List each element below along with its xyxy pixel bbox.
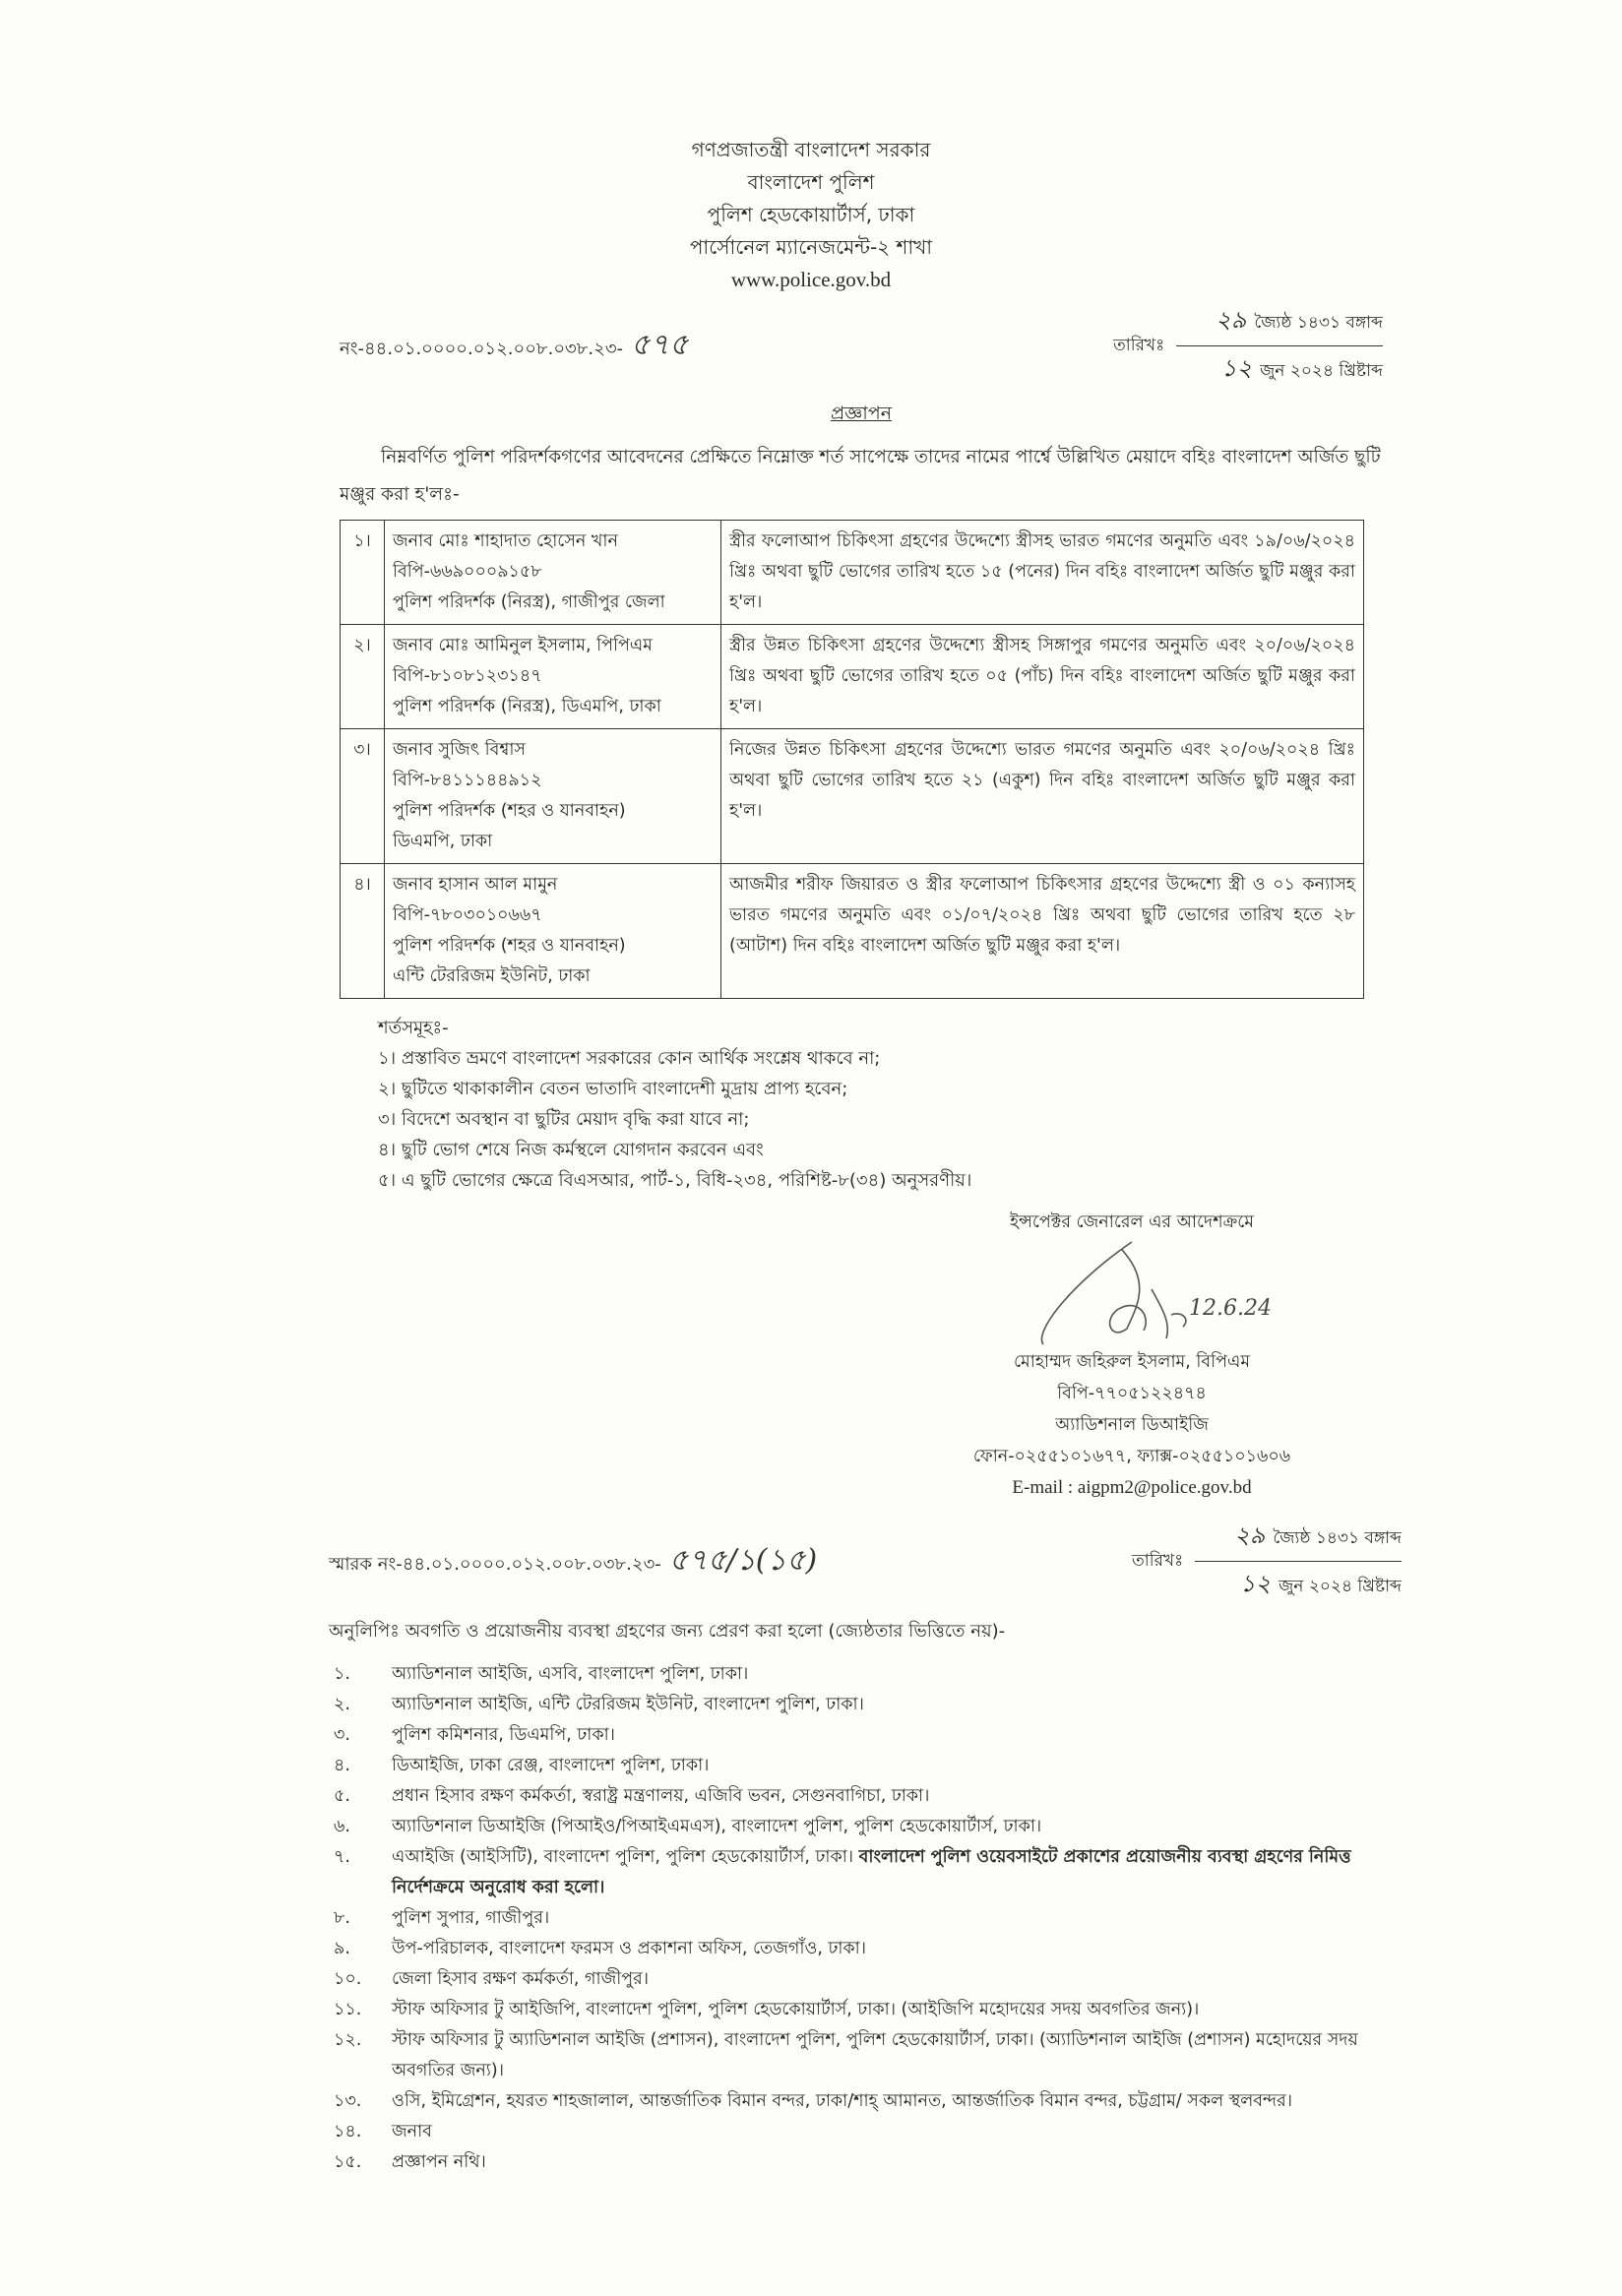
list-item bbox=[334, 2086, 1377, 2117]
copy-intro: অনুলিপিঃ অবগতি ও প্রয়োজনীয় ব্যবস্থা গ্রহণের জন্য প্রেরণ করা হলো (জ্যেষ্ঠতার ভিত্তিতে নয়)- bbox=[329, 1621, 1006, 1642]
row-post: পুলিশ পরিদর্শক (শহর ও যানবাহন) bbox=[393, 936, 626, 956]
signature-date: 12.6.24 bbox=[1189, 1296, 1272, 1321]
list-number: ১০. bbox=[334, 1969, 362, 1989]
list-number: ১১. bbox=[334, 2000, 362, 2019]
memo2-number-text: স্মারক নং-৪৪.০১.০০০০.০১২.০০৮.০৩৮.২৩- bbox=[329, 1554, 661, 1575]
list-text: উপ-পরিচালক, বাংলাদেশ ফরমস ও প্রকাশনা অফিস, তেজগাঁও, ঢাকা। bbox=[392, 1939, 867, 1958]
list-text: প্রধান হিসাব রক্ষণ কর্মকর্তা, স্বরাষ্ট্র মন্ত্রণালয়, এজিবি ভবন, সেগুনবাগিচা, ঢাকা। bbox=[392, 1786, 930, 1806]
date-block-2 bbox=[1132, 1518, 1402, 1605]
list-text: ডিআইজি, ঢাকা রেঞ্জ, বাংলাদেশ পুলিশ, ঢাকা। bbox=[392, 1756, 710, 1775]
conditions bbox=[378, 1013, 1383, 1196]
list-item bbox=[334, 1751, 1377, 1781]
table-row bbox=[341, 729, 1364, 864]
bangla-day: ২৯ bbox=[1234, 1521, 1266, 1549]
list-item bbox=[334, 1842, 1377, 1903]
row-name: জনাব হাসান আল মামুন bbox=[393, 875, 558, 895]
signature-icon bbox=[925, 1238, 1339, 1346]
row-name: জনাব মোঃ আমিনুল ইসলাম, পিপিএম bbox=[393, 636, 653, 655]
row-number: ৪। bbox=[341, 864, 385, 999]
condition-item: ১। প্রস্তাবিত ভ্রমণে বাংলাদেশ সরকারের কোন আর্থিক সংশ্লেষ থাকবে না; bbox=[378, 1048, 881, 1069]
list-text: পুলিশ সুপার, গাজীপুর। bbox=[392, 1908, 550, 1928]
list-number: ২. bbox=[334, 1695, 350, 1714]
list-number: ৪. bbox=[334, 1756, 350, 1775]
list-text: পুলিশ কমিশনার, ডিএমপি, ঢাকা। bbox=[392, 1725, 615, 1745]
list-item bbox=[334, 1812, 1377, 1842]
list-item bbox=[334, 1659, 1377, 1690]
date-label: তারিখঃ bbox=[1132, 1550, 1184, 1571]
officer-cell bbox=[385, 864, 721, 999]
table-row bbox=[341, 521, 1364, 625]
signer-name: মোহাম্মদ জহিরুল ইসলাম, বিপিএম bbox=[1013, 1352, 1251, 1372]
signer-email: E-mail : aigpm2@police.gov.bd bbox=[1012, 1477, 1252, 1498]
header-line: গণপ্রজাতন্ত্রী বাংলাদেশ সরকার bbox=[691, 138, 931, 161]
list-number: ৬. bbox=[334, 1817, 350, 1836]
letterhead bbox=[0, 134, 1622, 296]
memo-row bbox=[340, 302, 1383, 390]
list-item bbox=[334, 1690, 1377, 1720]
date-label: তারিখঃ bbox=[1113, 335, 1165, 355]
list-text: স্টাফ অফিসার টু আইজিপি, বাংলাদেশ পুলিশ, পুলিশ হেডকোয়ার্টার্স, ঢাকা। (আইজিপি মহোদয়ের সদয় অবগতির জন্য)। bbox=[392, 2000, 1200, 2019]
table-row bbox=[341, 864, 1364, 999]
row-number: ১। bbox=[341, 521, 385, 625]
row-number: ২। bbox=[341, 625, 385, 729]
row-bp: বিপি-৮৪১১১৪৪৯১২ bbox=[393, 771, 542, 790]
list-text: জনাব bbox=[392, 2122, 432, 2141]
list-number: ১২. bbox=[334, 2030, 362, 2050]
list-text: অ্যাডিশনাল ডিআইজি (পিআইও/পিআইএমএস), বাংলাদেশ পুলিশ, পুলিশ হেডকোয়ার্টার্স, ঢাকা। bbox=[392, 1817, 1042, 1836]
bangla-date: জ্যৈষ্ঠ ১৪৩১ বঙ্গাব্দ bbox=[1254, 313, 1383, 333]
date-block bbox=[1113, 302, 1383, 390]
memo-handwritten-number: ৫৭৫ bbox=[631, 328, 689, 362]
list-item bbox=[334, 1903, 1377, 1934]
signer-designation: অ্যাডিশনাল ডিআইজি bbox=[1055, 1415, 1209, 1435]
row-extra: এন্টি টেররিজম ইউনিট, ঢাকা bbox=[393, 966, 591, 986]
row-name: জনাব মোঃ শাহাদাত হোসেন খান bbox=[393, 531, 618, 551]
memo-number bbox=[340, 321, 689, 371]
list-text: অ্যাডিশনাল আইজি, এন্টি টেররিজম ইউনিট, বাংলাদেশ পুলিশ, ঢাকা। bbox=[392, 1695, 864, 1714]
officer-cell bbox=[385, 521, 721, 625]
distribution-list bbox=[334, 1659, 1377, 2178]
greg-day: ১২ bbox=[1220, 354, 1253, 382]
list-number: ৮. bbox=[334, 1908, 350, 1928]
main-column bbox=[340, 302, 1383, 1504]
list-item bbox=[334, 1781, 1377, 1812]
list-number: ৩. bbox=[334, 1725, 350, 1745]
header-line: পুলিশ হেডকোয়ার্টার্স, ঢাকা bbox=[707, 203, 915, 226]
list-number: ১৫. bbox=[334, 2152, 362, 2172]
memo2-row bbox=[329, 1518, 1402, 1605]
copy-section bbox=[329, 1518, 1402, 2178]
bangla-date: জ্যৈষ্ঠ ১৪৩১ বঙ্গাব্দ bbox=[1273, 1528, 1402, 1548]
header-line: বাংলাদেশ পুলিশ bbox=[747, 170, 875, 194]
memo2-number bbox=[329, 1536, 817, 1586]
title-text: প্রজ্ঞাপন bbox=[830, 403, 893, 424]
list-number: ১. bbox=[334, 1664, 350, 1684]
row-description: স্ত্রীর ফলোআপ চিকিৎসা গ্রহণের উদ্দেশ্যে স্ত্রীসহ ভারত গমণের অনুমতি এবং ১৯/০৬/২০২৪ খ্রিঃ অথবা ছুটি ভোগের তারিখ হতে ১৫ (পনের) দিন বহিঃ বাংলাদেশ অর্জিত ছুটি মঞ্জুর করা হ'ল। bbox=[721, 521, 1364, 625]
list-item bbox=[334, 2147, 1377, 2178]
row-post: পুলিশ পরিদর্শক (শহর ও যানবাহন) bbox=[393, 801, 626, 821]
row-description: স্ত্রীর উন্নত চিকিৎসা গ্রহণের উদ্দেশ্যে স্ত্রীসহ সিঙ্গাপুর গমণের অনুমতি এবং ২০/০৬/২০২৪ খ্রিঃ অথবা ছুটি ভোগের তারিখ হতে ০৫ (পাঁচ) দিন বহিঃ বাংলাদেশ অর্জিত ছুটি মঞ্জুর করা হ'ল। bbox=[721, 625, 1364, 729]
list-text: স্টাফ অফিসার টু অ্যাডিশনাল আইজি (প্রশাসন), বাংলাদেশ পুলিশ, পুলিশ হেডকোয়ার্টার্স, ঢাকা। (অ্যাডিশনাল আইজি (প্রশাসন) মহোদয়ের সদয় অবগতির জন্য)। bbox=[392, 2030, 1358, 2080]
leave-table bbox=[340, 520, 1364, 999]
list-text: ওসি, ইমিগ্রেশন, হযরত শাহজালাল, আন্তর্জাতিক বিমান বন্দর, ঢাকা/শাহ্ আমানত, আন্তর্জাতিক বিমান বন্দর, চট্টগ্রাম/ সকল স্থলবন্দর। bbox=[392, 2091, 1292, 2111]
condition-item: ২। ছুটিতে থাকাকালীন বেতন ভাতাদি বাংলাদেশী মুদ্রায় প্রাপ্য হবেন; bbox=[378, 1079, 848, 1099]
condition-item: ৩। বিদেশে অবস্থান বা ছুটির মেয়াদ বৃদ্ধি করা যাবে না; bbox=[378, 1109, 750, 1130]
row-extra: ডিএমপি, ঢাকা bbox=[393, 832, 493, 851]
intro-paragraph: নিম্নবর্ণিত পুলিশ পরিদর্শকগণের আবেদনের প্রেক্ষিতে নিম্নোক্ত শর্ত সাপেক্ষে তাদের নামের পার্শ্বে উল্লিখিত মেয়াদে বহিঃ বাংলাদেশ অর্জিত ছুটি মঞ্জুর করা হ'লঃ- bbox=[340, 447, 1381, 505]
row-description: আজমীর শরীফ জিয়ারত ও স্ত্রীর ফলোআপ চিকিৎসার গ্রহণের উদ্দেশ্যে স্ত্রী ও ০১ কন্যাসহ ভারত গমণের অনুমতি এবং ০১/০৭/২০২৪ খ্রিঃ অথবা ছুটি ভোগের তারিখ হতে ২৮ (আটাশ) দিন বহিঃ বাংলাদেশ অর্জিত ছুটি মঞ্জুর করা হ'ল। bbox=[721, 864, 1364, 999]
list-item bbox=[334, 1720, 1377, 1751]
list-item bbox=[334, 2117, 1377, 2147]
header-website: www.police.gov.bd bbox=[730, 268, 892, 291]
row-name: জনাব সুজিৎ বিশ্বাস bbox=[393, 740, 526, 760]
list-number: ১৩. bbox=[334, 2091, 362, 2111]
row-bp: বিপি-৬৬৯০০০৯১৫৮ bbox=[393, 562, 542, 582]
signature-block bbox=[925, 1210, 1339, 1504]
list-text-bold: বাংলাদেশ পুলিশ ওয়েবসাইটে প্রকাশের প্রয়োজনীয় ব্যবস্থা গ্রহণের নিমিত্ত নির্দেশক্রমে অনুরোধ করা হলো। bbox=[392, 1847, 1351, 1897]
greg-date: জুন ২০২৪ খ্রিষ্টাব্দ bbox=[1279, 1577, 1402, 1596]
table-row bbox=[341, 625, 1364, 729]
list-number: ১৪. bbox=[334, 2122, 362, 2141]
row-number: ৩। bbox=[341, 729, 385, 864]
greg-day: ১২ bbox=[1239, 1570, 1272, 1597]
list-text: জেলা হিসাব রক্ষণ কর্মকর্তা, গাজীপুর। bbox=[392, 1969, 650, 1989]
list-text: অ্যাডিশনাল আইজি, এসবি, বাংলাদেশ পুলিশ, ঢাকা। bbox=[392, 1664, 749, 1684]
signer-phone: ফোন-০২৫৫১০১৬৭৭, ফ্যাক্স-০২৫৫১০১৬০৬ bbox=[972, 1447, 1291, 1466]
document-title bbox=[340, 400, 1383, 431]
memo2-handwritten-number: ৫৭৫/১(১৫) bbox=[668, 1543, 818, 1578]
list-number: ৯. bbox=[334, 1939, 350, 1958]
memo-number-text: নং-৪৪.০১.০০০০.০১২.০০৮.০৩৮.২৩- bbox=[340, 339, 624, 359]
row-post: পুলিশ পরিদর্শক (নিরস্ত্র), ডিএমপি, ঢাকা bbox=[393, 697, 661, 716]
row-bp: বিপি-৮১০৮১২৩১৪৭ bbox=[393, 666, 542, 686]
list-item bbox=[334, 1934, 1377, 1964]
list-text: প্রজ্ঞাপন নথি। bbox=[392, 2152, 486, 2172]
header-line: পার্সোনেল ম্যানেজমেন্ট-২ শাখা bbox=[689, 235, 933, 259]
row-post: পুলিশ পরিদর্শক (নিরস্ত্র), গাজীপুর জেলা bbox=[393, 592, 665, 612]
signer-bp: বিপি-৭৭০৫১২২৪৭৪ bbox=[1057, 1384, 1207, 1403]
list-item bbox=[334, 2025, 1377, 2086]
greg-date: জুন ২০২৪ খ্রিষ্টাব্দ bbox=[1260, 361, 1383, 381]
bangla-day: ২৯ bbox=[1216, 306, 1247, 334]
list-number: ৫. bbox=[334, 1786, 350, 1806]
officer-cell bbox=[385, 729, 721, 864]
list-item bbox=[334, 1995, 1377, 2025]
list-item bbox=[334, 1964, 1377, 1995]
condition-item: ৪। ছুটি ভোগ শেষে নিজ কর্মস্থলে যোগদান করবেন এবং bbox=[378, 1140, 764, 1160]
condition-item: ৫। এ ছুটি ভোগের ক্ষেত্রে বিএসআর, পার্ট-১, বিধি-২৩৪, পরিশিষ্ট-৮(৩৪) অনুসরণীয়। bbox=[378, 1170, 972, 1191]
list-text: এআইজি (আইসিটি), বাংলাদেশ পুলিশ, পুলিশ হেডকোয়ার্টার্স, ঢাকা। bbox=[392, 1847, 859, 1867]
order-line: ইন্সপেক্টর জেনারেল এর আদেশক্রমে bbox=[1010, 1212, 1254, 1232]
officer-cell bbox=[385, 625, 721, 729]
row-description: নিজের উন্নত চিকিৎসা গ্রহণের উদ্দেশ্যে ভারত গমণের অনুমতি এবং ২০/০৬/২০২৪ খ্রিঃ অথবা ছুটি ভোগের তারিখ হতে ২১ (একুশ) দিন বহিঃ বাংলাদেশ অর্জিত ছুটি মঞ্জুর করা হ'ল। bbox=[721, 729, 1364, 864]
row-bp: বিপি-৭৮০৩০১০৬৬৭ bbox=[393, 905, 542, 925]
conditions-heading: শর্তসমূহঃ- bbox=[378, 1018, 449, 1038]
list-number: ৭. bbox=[334, 1847, 350, 1867]
